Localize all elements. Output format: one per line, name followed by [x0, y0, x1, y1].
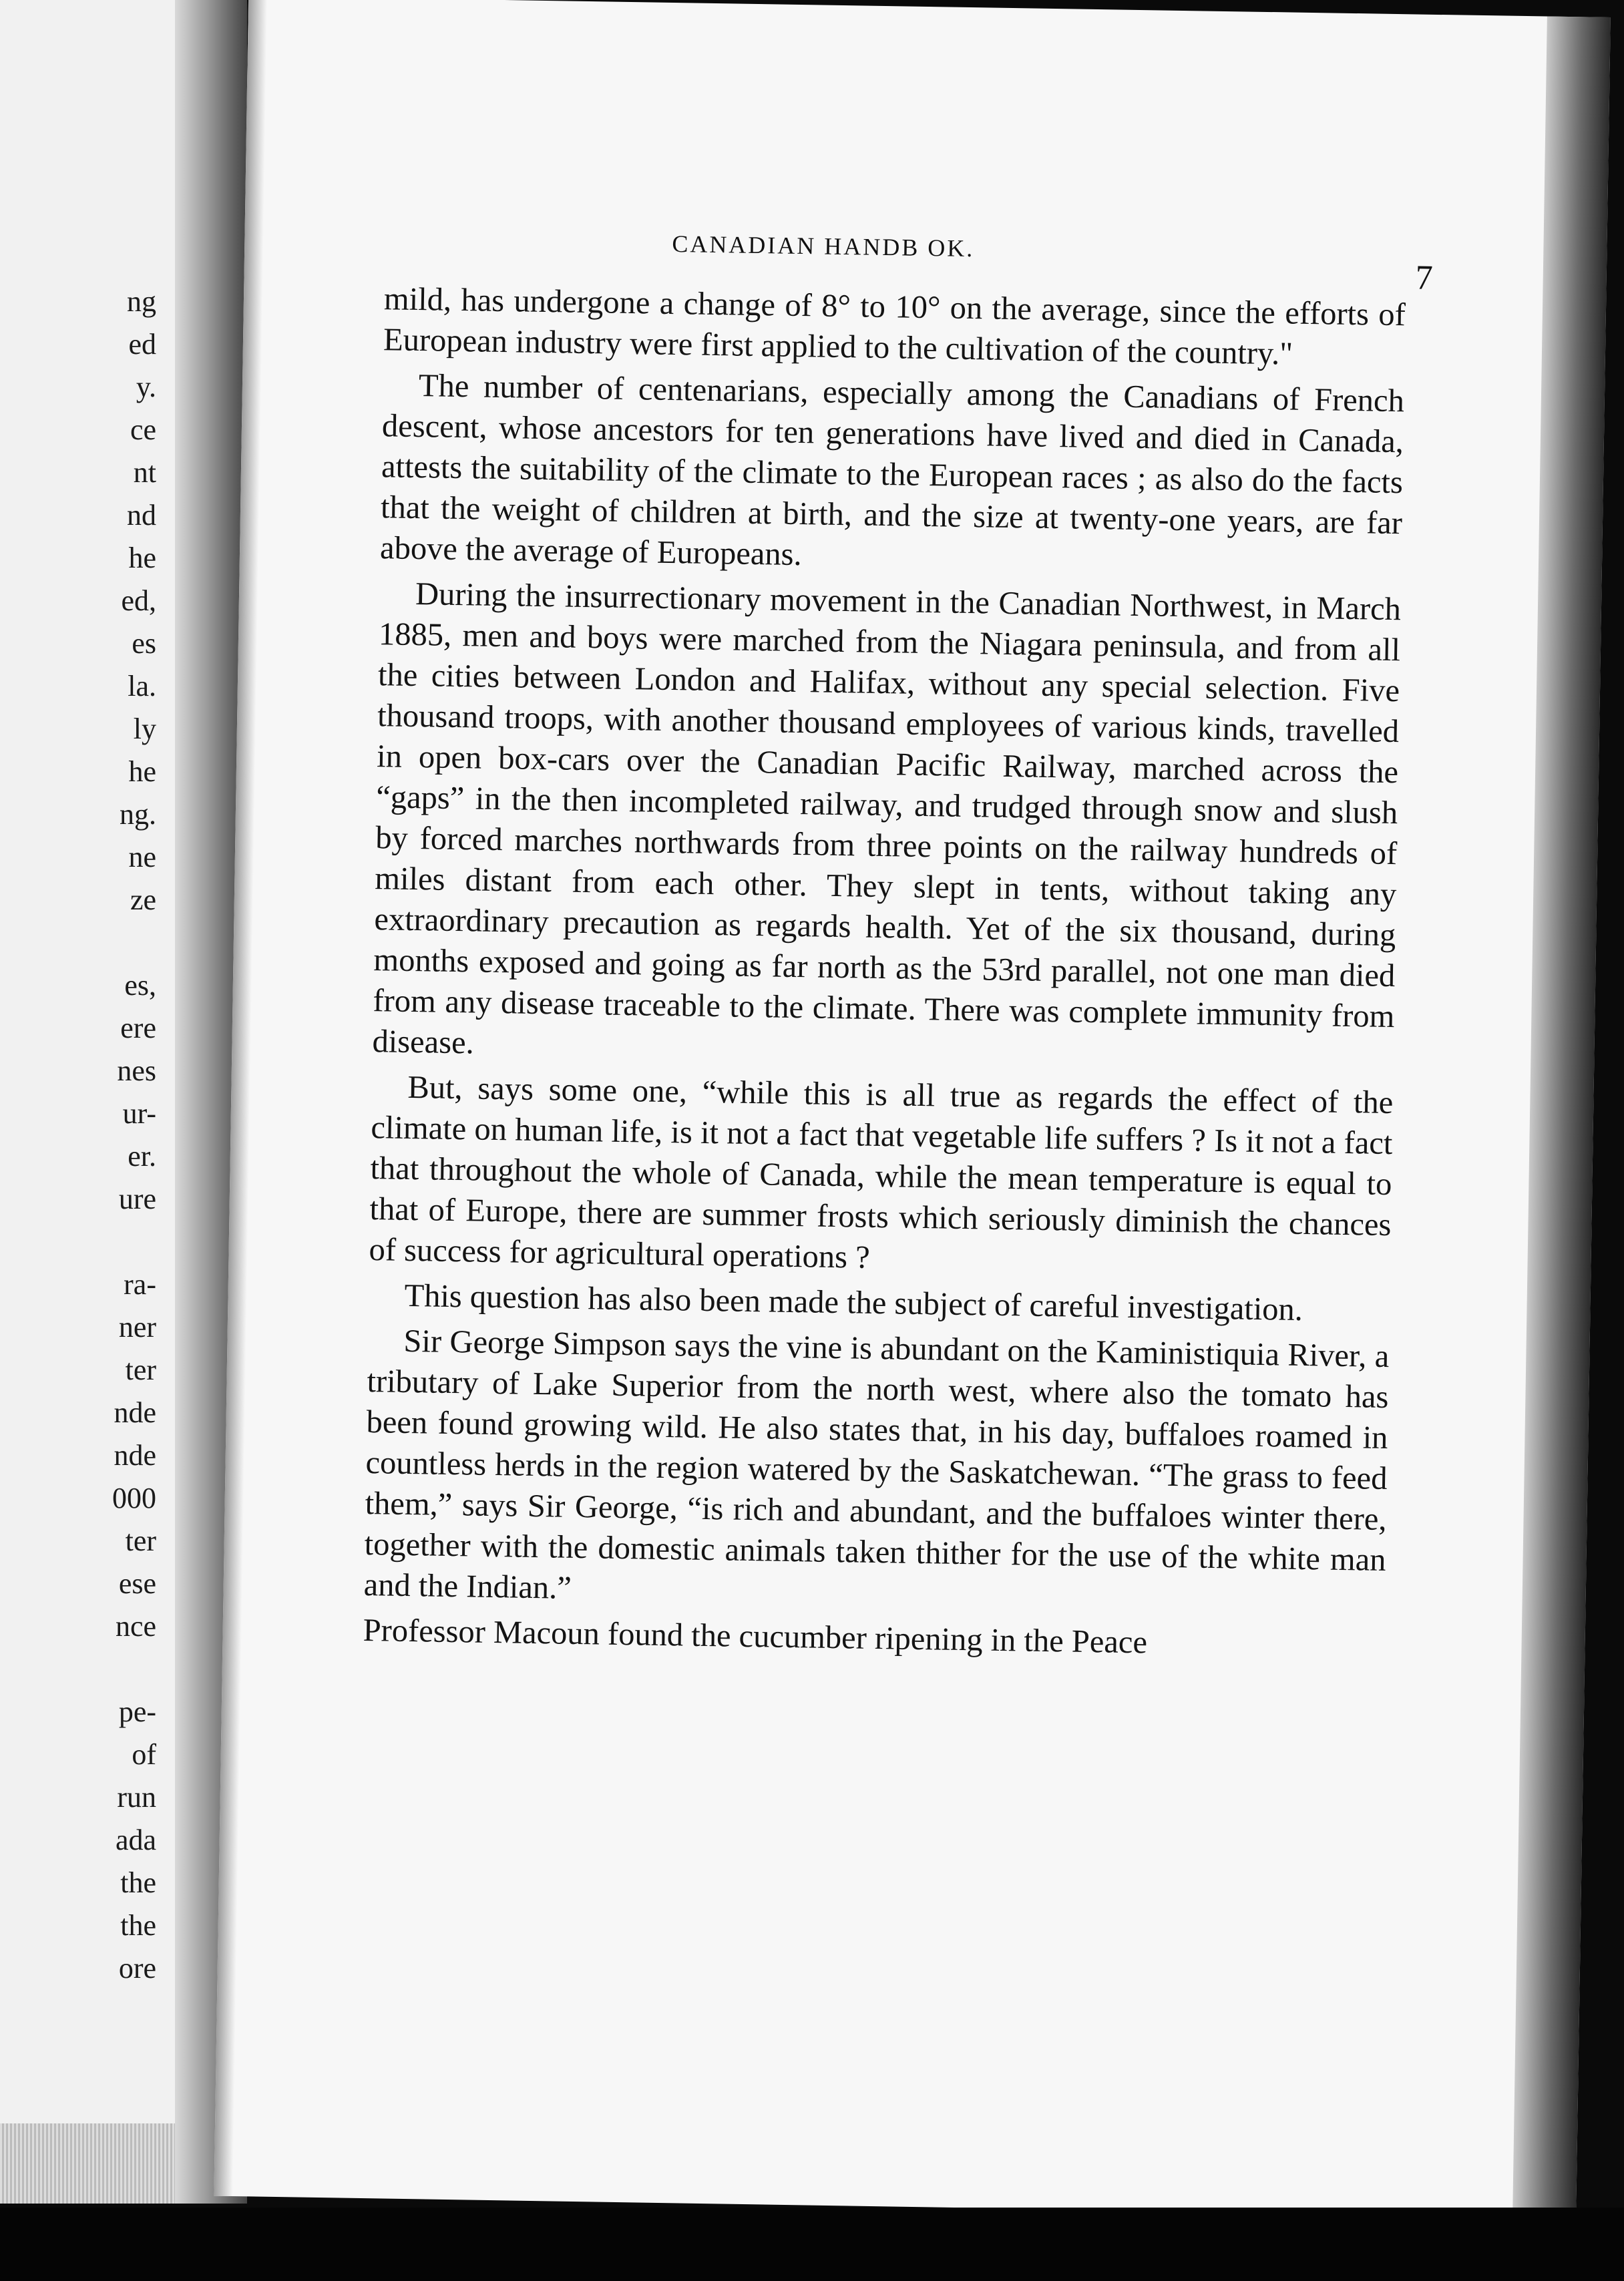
facing-page-fragment: ng.	[120, 798, 156, 831]
facing-page-fragment: es	[132, 627, 156, 660]
page-number: 7	[1415, 258, 1434, 297]
facing-page-fragment: ed,	[121, 584, 156, 617]
cloth-binding	[0, 2123, 200, 2204]
facing-page-fragment: ne	[128, 841, 156, 873]
facing-page-fragment: run	[117, 1781, 156, 1814]
facing-page-fragment: the	[120, 1909, 156, 1942]
facing-page-fragment: ly	[133, 712, 156, 745]
facing-page-fragment: he	[128, 542, 156, 574]
facing-page-fragment: nde	[114, 1396, 156, 1429]
facing-page-fragment: nd	[127, 499, 156, 532]
paragraph: mild, has undergone a change of 8° to 10° on the average, since the efforts of European industry were first applied to the cultivation of the country."	[383, 281, 1406, 372]
facing-page-fragment: ce	[130, 413, 156, 446]
facing-page-fragment	[3, 921, 156, 964]
facing-page-fragment: ese	[118, 1567, 156, 1600]
book-page	[214, 0, 1611, 2218]
page-body	[363, 278, 1406, 1671]
facing-page-fragment: ed	[128, 328, 156, 361]
facing-page-fragment: ore	[118, 1952, 156, 1985]
facing-page-fragment	[3, 1648, 156, 1691]
facing-page-fragment: nce	[115, 1610, 156, 1643]
facing-page-fragment: er.	[128, 1140, 156, 1173]
facing-page-fragment: pe-	[118, 1695, 156, 1728]
facing-page-fragment: ner	[118, 1311, 156, 1343]
scan-background	[0, 2208, 1624, 2281]
paragraph: Professor Macoun found the cucumber ripening in the Peace	[363, 1612, 1148, 1661]
facing-page-fragment: ze	[130, 883, 156, 916]
facing-page-fragment: y.	[136, 371, 156, 403]
running-header: CANADIAN HANDB OK.	[672, 230, 975, 262]
facing-page-fragment: ng	[127, 285, 156, 318]
facing-page-text-edge	[3, 280, 156, 1990]
facing-page-fragment: ere	[120, 1012, 156, 1044]
facing-page-fragment: ter	[125, 1354, 156, 1386]
facing-page-fragment: ure	[118, 1183, 156, 1215]
facing-page-fragment: la.	[128, 670, 156, 702]
paragraph: This question has also been made the subject of careful investigation.	[404, 1277, 1303, 1328]
paragraph: The number of centenarians, especially among the Canadians of French descent, whose ancestors for ten generations have lived and died in Canada, attests the suitability of the climate to the European races ; as also do the facts that the weight of children at birth, and the size at twenty-one years, are far above the average of Europeans.	[379, 368, 1405, 573]
facing-page-fragment: the	[120, 1866, 156, 1899]
page-fore-edge	[1512, 17, 1611, 2218]
facing-page-fragment: he	[128, 755, 156, 788]
facing-page-fragment: ra-	[124, 1268, 156, 1301]
facing-page-fragment: nt	[133, 456, 156, 489]
facing-page-fragment: of	[132, 1738, 156, 1771]
paragraph: But, says some one, “while this is all true as regards the effect of the climate on human life, is it not a fact that vegetable life suffers ? Is it not a fact that throughout the whole of Canada, while the mean temperature is equal to that of Europe, there are summer frosts which seriously diminish the chances of success for agricultural operations ?	[369, 1069, 1394, 1275]
paragraph: During the insurrectionary movement in the Canadian Northwest, in March 1885, men and boys were marched from the Niagara peninsula, and from all the cities between London and Halifax, without any special selection. Five thousand troops, with another thousand employees of various kinds, travelled in open box-cars over the Canadian Pacific Railway, marched across the “gaps” in the then incompleted railway, and trudged through snow and slush by forced marches northwards from three points on the railway hundreds of miles distant from each other. They slept in tents, without taking any extraordinary precaution as regards health. Yet of the six thousand, during months exposed and going as far north as the 53rd parallel, not one man died from any disease traceable to the climate. There was complete immunity from disease.	[372, 576, 1402, 1061]
facing-page-fragment: ter	[125, 1524, 156, 1557]
facing-page-fragment: ur-	[122, 1097, 156, 1130]
facing-page-fragment: ada	[115, 1824, 156, 1856]
facing-page-fragment: nde	[114, 1439, 156, 1472]
facing-page-fragment	[3, 1221, 156, 1263]
facing-page-fragment: nes	[117, 1054, 156, 1087]
facing-page-fragment: 000	[112, 1482, 156, 1514]
facing-page-fragment: es,	[124, 969, 156, 1002]
paragraph: Sir George Simpson says the vine is abundant on the Kaministiquia River, a tributary of Lake Superior from the north west, where also the tomato has been found growing wild. He also states that, in his day, buffaloes roamed in countless herds in the region watered by the Saskatchewan. “The grass to feed them,” says Sir George, “is rich and abundant, and the buffaloes winter there, together with the domestic animals taken thither for the use of the white man and the Indian.”	[363, 1323, 1390, 1606]
